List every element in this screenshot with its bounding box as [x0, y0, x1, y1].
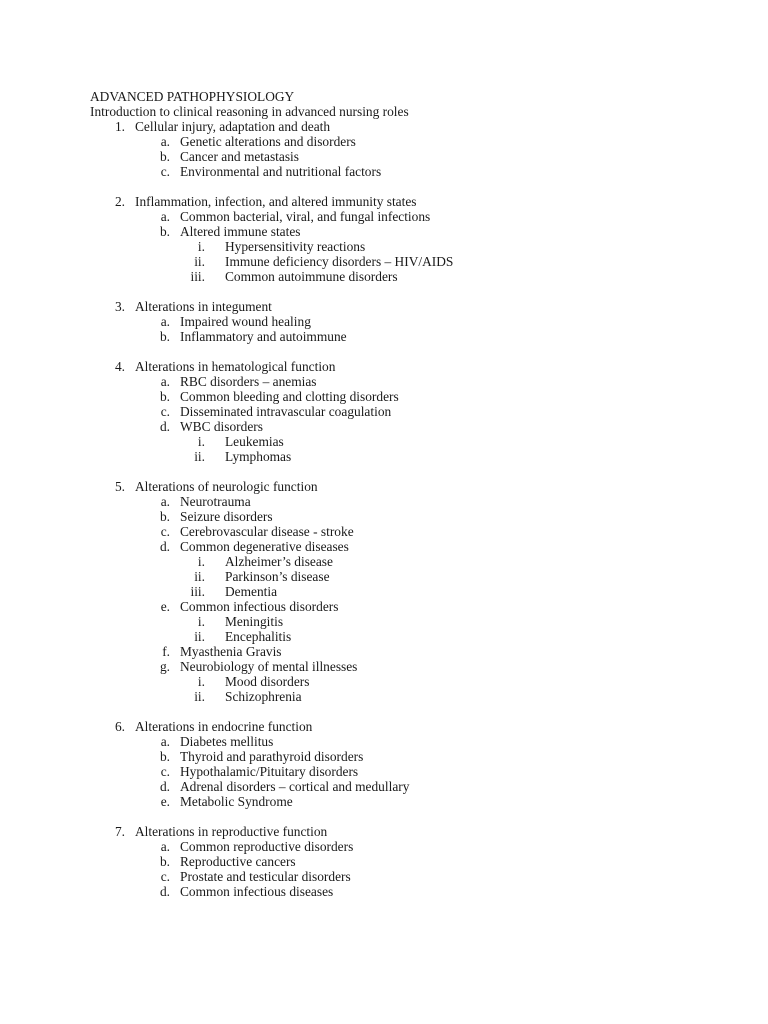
- outline-marker: 2.: [114, 194, 125, 209]
- outline-list: [90, 119, 730, 899]
- outline-marker: 6.: [114, 719, 125, 734]
- outline-marker: iii.: [190, 269, 205, 284]
- outline-marker: a.: [160, 374, 170, 389]
- outline-item-level-2: [90, 329, 730, 344]
- outline-text: Cancer and metastasis: [180, 149, 299, 164]
- outline-marker: i.: [197, 674, 205, 689]
- outline-text: Common reproductive disorders: [180, 839, 354, 854]
- outline-item-level-2: [90, 164, 730, 179]
- outline-text: Alterations in integument: [135, 299, 272, 314]
- outline-item-level-2: [90, 224, 730, 239]
- outline-item-level-3: [90, 254, 730, 269]
- outline-marker: g.: [159, 659, 170, 674]
- outline-item-level-2: [90, 149, 730, 164]
- outline-text: Alterations in endocrine function: [135, 719, 313, 734]
- outline-item-level-3: [90, 689, 730, 704]
- outline-item-level-2: [90, 869, 730, 884]
- outline-marker: iii.: [190, 584, 205, 599]
- outline-text: Common degenerative diseases: [180, 539, 349, 554]
- outline-text: Cerebrovascular disease - stroke: [180, 524, 354, 539]
- outline-marker: a.: [160, 314, 170, 329]
- outline-text: Myasthenia Gravis: [180, 644, 282, 659]
- outline-marker: a.: [160, 734, 170, 749]
- outline-marker: ii.: [194, 449, 205, 464]
- outline-text: Leukemias: [225, 434, 284, 449]
- outline-marker: ii.: [194, 569, 205, 584]
- outline-marker: a.: [160, 134, 170, 149]
- outline-item-level-2: [90, 764, 730, 779]
- outline-text: Disseminated intravascular coagulation: [180, 404, 392, 419]
- outline-marker: f.: [162, 644, 170, 659]
- outline-text: Prostate and testicular disorders: [180, 869, 351, 884]
- outline-text: Alterations of neurologic function: [135, 479, 318, 494]
- outline-marker: d.: [159, 419, 170, 434]
- outline-item-level-3: [90, 569, 730, 584]
- outline-marker: b.: [159, 854, 170, 869]
- outline-item-level-2: [90, 794, 730, 809]
- outline-text: Alterations in reproductive function: [135, 824, 328, 839]
- outline-text: Immune deficiency disorders – HIV/AIDS: [225, 254, 454, 269]
- outline-item-level-3: [90, 614, 730, 629]
- outline-marker: i.: [197, 614, 205, 629]
- outline-marker: 7.: [114, 824, 125, 839]
- outline-marker: d.: [159, 884, 170, 899]
- outline-marker: e.: [160, 599, 170, 614]
- outline-item-level-2: [90, 509, 730, 524]
- outline-item-level-1: [90, 719, 730, 734]
- outline-marker: b.: [159, 224, 170, 239]
- outline-marker: a.: [160, 209, 170, 224]
- outline-marker: ii.: [194, 254, 205, 269]
- outline-text: Parkinson’s disease: [225, 569, 330, 584]
- outline-item-level-3: [90, 239, 730, 254]
- outline-item-level-3: [90, 554, 730, 569]
- outline-text: Adrenal disorders – cortical and medullary: [180, 779, 410, 794]
- outline-item-level-2: [90, 389, 730, 404]
- outline-text: Thyroid and parathyroid disorders: [180, 749, 364, 764]
- outline-text: Alzheimer’s disease: [225, 554, 333, 569]
- outline-text: Inflammation, infection, and altered immunity states: [135, 194, 417, 209]
- outline-item-level-2: [90, 134, 730, 149]
- outline-marker: i.: [197, 239, 205, 254]
- outline-marker: i.: [197, 554, 205, 569]
- section-spacer: [90, 809, 730, 824]
- outline-marker: 1.: [114, 119, 125, 134]
- outline-item-level-3: [90, 434, 730, 449]
- outline-marker: d.: [159, 539, 170, 554]
- outline-item-level-2: [90, 209, 730, 224]
- outline-marker: c.: [160, 404, 170, 419]
- outline-item-level-2: [90, 854, 730, 869]
- outline-item-level-1: [90, 194, 730, 209]
- section-spacer: [90, 344, 730, 359]
- outline-item-level-3: [90, 629, 730, 644]
- outline-item-level-3: [90, 269, 730, 284]
- outline-text: Dementia: [225, 584, 278, 599]
- outline-text: Meningitis: [225, 614, 284, 629]
- outline-marker: c.: [160, 524, 170, 539]
- outline-item-level-1: [90, 479, 730, 494]
- outline-item-level-2: [90, 644, 730, 659]
- outline-text: Common infectious diseases: [180, 884, 334, 899]
- outline-item-level-1: [90, 119, 730, 134]
- outline-marker: c.: [160, 164, 170, 179]
- outline-text: Genetic alterations and disorders: [180, 134, 356, 149]
- outline-marker: ii.: [194, 629, 205, 644]
- outline-item-level-2: [90, 734, 730, 749]
- outline-text: Cellular injury, adaptation and death: [135, 119, 331, 134]
- document-body: [90, 89, 730, 899]
- outline-item-level-2: [90, 599, 730, 614]
- section-spacer: [90, 179, 730, 194]
- outline-item-level-2: [90, 749, 730, 764]
- outline-item-level-2: [90, 494, 730, 509]
- outline-marker: c.: [160, 764, 170, 779]
- outline-text: Inflammatory and autoimmune: [180, 329, 347, 344]
- outline-marker: b.: [159, 509, 170, 524]
- outline-marker: a.: [160, 494, 170, 509]
- document-subtitle: Introduction to clinical reasoning in advanced nursing roles: [90, 104, 409, 119]
- outline-text: WBC disorders: [180, 419, 263, 434]
- outline-marker: b.: [159, 389, 170, 404]
- outline-marker: 5.: [114, 479, 125, 494]
- outline-text: Hypothalamic/Pituitary disorders: [180, 764, 359, 779]
- outline-text: Encephalitis: [225, 629, 292, 644]
- outline-text: Common bleeding and clotting disorders: [180, 389, 399, 404]
- outline-marker: d.: [159, 779, 170, 794]
- outline-text: Reproductive cancers: [180, 854, 296, 869]
- outline-item-level-2: [90, 419, 730, 434]
- outline-text: Schizophrenia: [225, 689, 302, 704]
- outline-text: Impaired wound healing: [180, 314, 311, 329]
- outline-item-level-2: [90, 839, 730, 854]
- outline-text: Neurobiology of mental illnesses: [180, 659, 358, 674]
- outline-marker: 4.: [114, 359, 125, 374]
- outline-text: Environmental and nutritional factors: [180, 164, 382, 179]
- outline-text: RBC disorders – anemias: [180, 374, 317, 389]
- outline-item-level-2: [90, 539, 730, 554]
- outline-item-level-2: [90, 659, 730, 674]
- outline-marker: ii.: [194, 689, 205, 704]
- outline-marker: a.: [160, 839, 170, 854]
- outline-marker: 3.: [114, 299, 125, 314]
- outline-text: Common infectious disorders: [180, 599, 339, 614]
- outline-item-level-2: [90, 404, 730, 419]
- section-spacer: [90, 704, 730, 719]
- outline-marker: i.: [197, 434, 205, 449]
- outline-item-level-3: [90, 584, 730, 599]
- outline-marker: b.: [159, 749, 170, 764]
- outline-text: Seizure disorders: [180, 509, 273, 524]
- outline-text: Lymphomas: [225, 449, 292, 464]
- outline-item-level-1: [90, 824, 730, 839]
- outline-marker: e.: [160, 794, 170, 809]
- section-spacer: [90, 284, 730, 299]
- outline-text: Metabolic Syndrome: [180, 794, 293, 809]
- outline-marker: b.: [159, 329, 170, 344]
- outline-item-level-2: [90, 374, 730, 389]
- outline-item-level-2: [90, 884, 730, 899]
- outline-marker: b.: [159, 149, 170, 164]
- outline-text: Common autoimmune disorders: [225, 269, 398, 284]
- outline-marker: c.: [160, 869, 170, 884]
- document-title: ADVANCED PATHOPHYSIOLOGY: [90, 89, 295, 104]
- outline-text: Hypersensitivity reactions: [225, 239, 366, 254]
- outline-item-level-2: [90, 524, 730, 539]
- outline-text: Diabetes mellitus: [180, 734, 274, 749]
- outline-text: Common bacterial, viral, and fungal infections: [180, 209, 431, 224]
- outline-text: Alterations in hematological function: [135, 359, 336, 374]
- outline-text: Mood disorders: [225, 674, 310, 689]
- outline-item-level-3: [90, 449, 730, 464]
- section-spacer: [90, 464, 730, 479]
- outline-item-level-1: [90, 299, 730, 314]
- outline-item-level-3: [90, 674, 730, 689]
- outline-text: Neurotrauma: [180, 494, 251, 509]
- outline-text: Altered immune states: [180, 224, 301, 239]
- outline-item-level-2: [90, 314, 730, 329]
- outline-item-level-1: [90, 359, 730, 374]
- outline-item-level-2: [90, 779, 730, 794]
